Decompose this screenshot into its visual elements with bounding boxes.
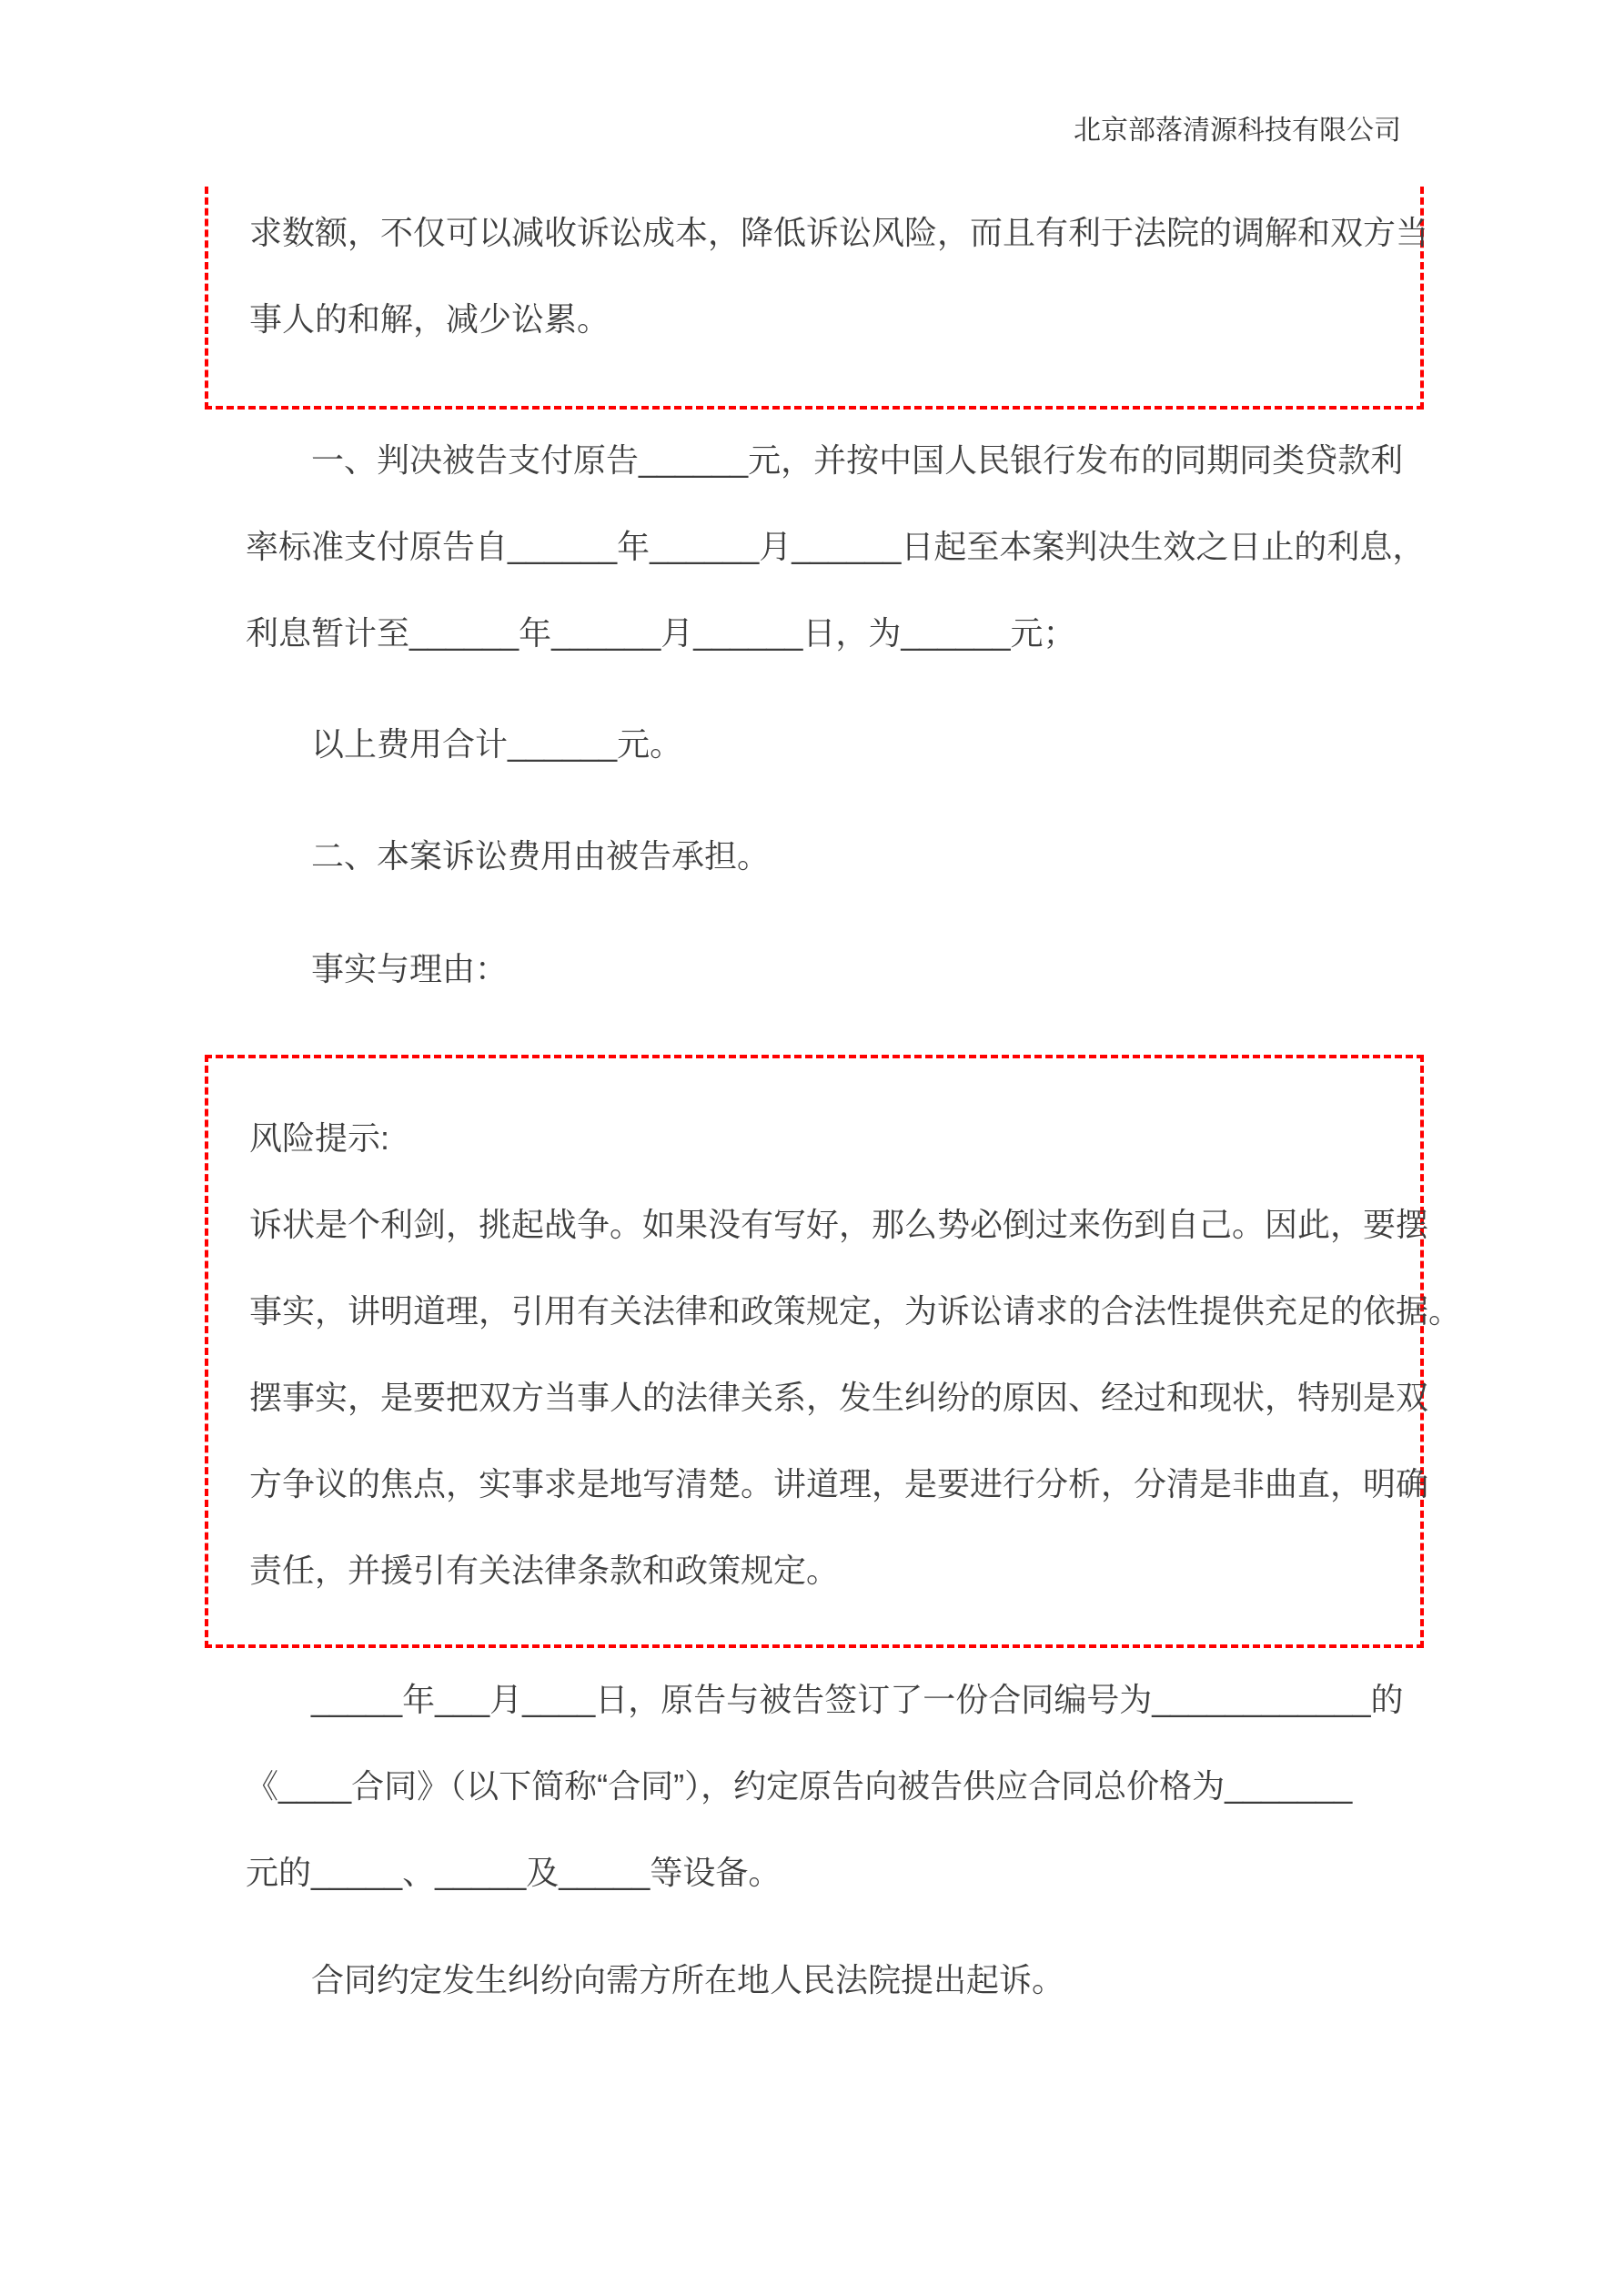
- paragraph-line: 事人的和解，减少讼累。: [249, 300, 610, 338]
- highlight-box-continued: [205, 187, 1429, 410]
- paragraph-line: 事实，讲明道理，引用有关法律和政策规定，为诉讼请求的合法性提供充足的依据。: [249, 1292, 1462, 1330]
- paragraph-line: 摆事实，是要把双方当事人的法律关系，发生纠纷的原因、经过和现状，特别是双: [249, 1379, 1429, 1416]
- paragraph-line: 一、判决被告支付原告______元，并按中国人民银行发布的同期同类贷款利: [311, 441, 1404, 479]
- paragraph-line: _____年___月____日，原告与被告签订了一份合同编号为____________的: [311, 1681, 1404, 1718]
- paragraph-line: 合同约定发生纠纷向需方所在地人民法院提出起诉。: [311, 1961, 1065, 1998]
- contract-facts-paragraph: [246, 1656, 1404, 1916]
- company-header: 北京部落清源科技有限公司: [1074, 116, 1401, 146]
- paragraph-line: 二、本案诉讼费用由被告承担。: [311, 837, 771, 875]
- claim-total-fee: [246, 701, 682, 787]
- paragraph-line: 率标准支付原告自______年______月______日起至本案判决生效之日止的利息，: [246, 528, 1426, 565]
- claim-item-1: [246, 417, 1425, 676]
- paragraph-line: 责任，并援引有关法律条款和政策规定。: [249, 1552, 840, 1589]
- claim-item-2: [246, 813, 770, 899]
- paragraph-line: 利息暂计至______年______月______日，为______元；: [246, 614, 1076, 652]
- paragraph-line: 方争议的焦点，实事求是地写清楚。讲道理，是要进行分析，分清是非曲直，明确: [249, 1465, 1429, 1502]
- risk-warning-title: 风险提示:: [249, 1119, 390, 1157]
- paragraph-line: 元的_____、_____及_____等设备。: [246, 1854, 782, 1891]
- paragraph-line: 《____合同》（以下简称“合同”），约定原告向被告供应合同总价格为_______: [246, 1767, 1353, 1805]
- jurisdiction-paragraph: [246, 1937, 1064, 2023]
- paragraph-line: 求数额，不仅可以减收诉讼成本，降低诉讼风险，而且有利于法院的调解和双方当: [249, 214, 1429, 251]
- paragraph-line: 诉状是个利剑，挑起战争。如果没有写好，那么势必倒过来伤到自己。因此，要摆: [249, 1206, 1429, 1243]
- paragraph-line: 以上费用合计______元。: [311, 725, 683, 763]
- paragraph-line: 事实与理由：: [311, 950, 509, 987]
- facts-and-reasons-heading: [246, 925, 508, 1012]
- risk-warning-box: [205, 1055, 1462, 1648]
